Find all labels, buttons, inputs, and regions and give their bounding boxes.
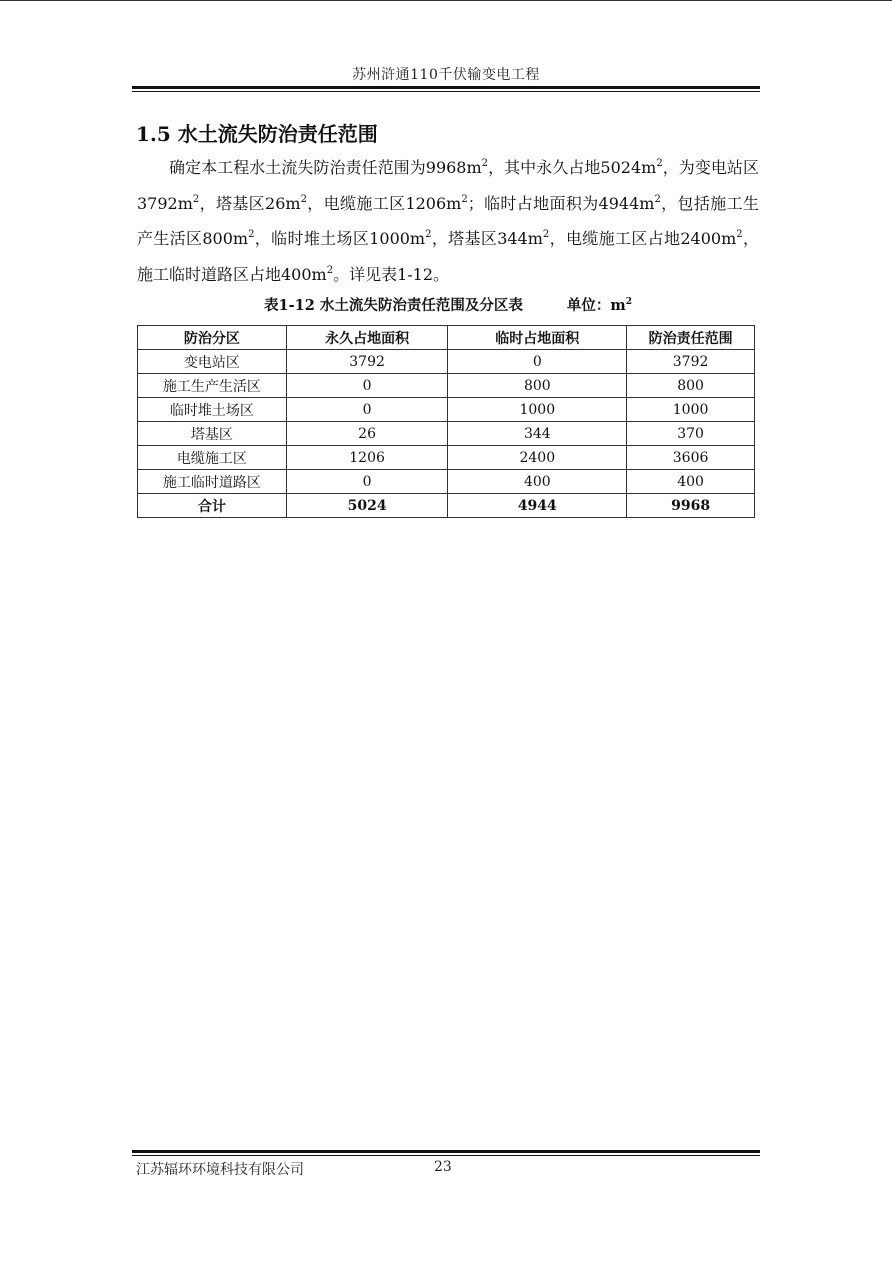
section-title: 1.5 水土流失防治责任范围	[136, 122, 378, 146]
table-row	[138, 350, 755, 374]
caption-unit: 单位：m	[566, 297, 626, 314]
superscript: 2	[461, 193, 468, 205]
table-cell: 800	[627, 374, 755, 398]
responsibility-table	[137, 325, 755, 518]
caption-title: 表1-12 水土流失防治责任范围及分区表	[264, 297, 523, 314]
para-text: ，塔基区344m	[431, 229, 543, 248]
table-cell: 0	[448, 350, 627, 374]
table-cell: 400	[448, 470, 627, 494]
header-cell: 临时占地面积	[448, 326, 627, 350]
superscript: 2	[300, 193, 307, 205]
superscript: 2	[654, 193, 661, 205]
table-cell: 施工临时道路区	[138, 470, 287, 494]
superscript: 2	[192, 193, 200, 205]
table-total-row	[138, 494, 755, 518]
table-caption	[137, 294, 759, 315]
header-cell: 防治分区	[138, 326, 287, 350]
table-row	[138, 374, 755, 398]
footer-rule-thin	[132, 1155, 760, 1156]
table-cell: 0	[286, 374, 448, 398]
footer-company: 江苏辐环环境科技有限公司	[136, 1162, 304, 1178]
table-cell: 3606	[627, 446, 755, 470]
para-text: ，其中永久占地5024m	[488, 158, 657, 177]
superscript: 2	[481, 158, 489, 169]
para-text: 确定本工程水土流失防治责任范围为9968m	[169, 158, 482, 177]
page-top-border	[0, 0, 892, 1]
table-cell: 1000	[627, 398, 755, 422]
para-text: ，包括施工生产生活区800m	[137, 193, 759, 248]
header-cell: 防治责任范围	[627, 326, 755, 350]
table-cell: 施工生产生活区	[138, 374, 287, 398]
table-cell: 变电站区	[138, 350, 287, 374]
table-row	[138, 446, 755, 470]
table-cell: 0	[286, 398, 448, 422]
table-cell: 电缆施工区	[138, 446, 287, 470]
table-cell: 0	[286, 470, 448, 494]
table-header-row	[138, 326, 755, 350]
para-text: ，施工临时道路区占地400m	[137, 229, 759, 284]
total-cell: 9968	[627, 494, 755, 518]
table-cell: 3792	[286, 350, 448, 374]
para-text: ；临时占地面积为4944m	[467, 193, 655, 213]
table-row	[138, 398, 755, 422]
table-cell: 塔基区	[138, 422, 287, 446]
superscript: 2	[248, 229, 255, 240]
running-header: 苏州浒通110千伏输变电工程	[352, 67, 540, 83]
table-cell: 344	[448, 422, 627, 446]
page-number: 23	[434, 1159, 452, 1175]
total-cell: 5024	[286, 494, 448, 518]
para-text: 。详见表1-12。	[333, 264, 450, 284]
table-cell: 3792	[627, 350, 755, 374]
table-cell: 1000	[448, 398, 627, 422]
table-cell: 2400	[448, 446, 627, 470]
para-text: ，电缆施工区占地2400m	[549, 229, 737, 248]
footer-rule-thick	[132, 1150, 760, 1153]
table-cell: 临时堆土场区	[138, 398, 287, 422]
table-cell: 800	[448, 374, 627, 398]
table-cell: 26	[286, 422, 448, 446]
table-cell: 370	[627, 422, 755, 446]
para-text: ，塔基区26m	[199, 193, 301, 213]
superscript: 2	[736, 229, 743, 240]
para-text: ，临时堆土场区1000m	[254, 229, 426, 248]
superscript: 2	[326, 264, 334, 276]
body-paragraph	[137, 150, 759, 292]
table-cell: 1206	[286, 446, 448, 470]
total-cell: 合计	[138, 494, 287, 518]
superscript: 2	[542, 229, 550, 240]
superscript: 2	[625, 297, 632, 307]
superscript: 2	[425, 229, 432, 240]
total-cell: 4944	[448, 494, 627, 518]
table-cell: 400	[627, 470, 755, 494]
table-row	[138, 422, 755, 446]
header-cell: 永久占地面积	[286, 326, 448, 350]
para-text: ，电缆施工区1206m	[306, 193, 462, 213]
header-rule-thick	[132, 86, 760, 89]
superscript: 2	[656, 158, 663, 169]
para-text: ，为变电站区3792m	[137, 158, 759, 213]
header-rule-thin	[132, 91, 760, 92]
table-row	[138, 470, 755, 494]
